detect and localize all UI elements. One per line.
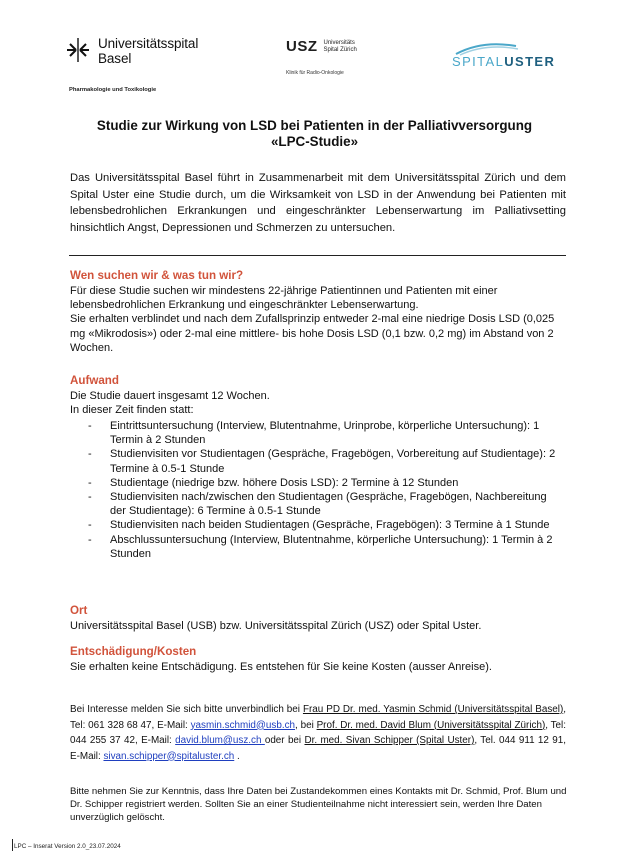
section-heading-effort: Aufwand — [70, 374, 119, 387]
usz-clinic: Klinik für Radio-Onkologie — [286, 70, 344, 76]
usb-logo — [66, 36, 198, 66]
section-heading-place: Ort — [70, 604, 88, 617]
list-item: - Eintrittsuntersuchung (Interview, Blutentnahme, Urinprobe, körperliche Untersuchung): 1 Termin à 2 Stunden — [88, 419, 558, 447]
usb-logo-text — [98, 36, 198, 66]
usz-logo-main: USZ — [286, 38, 318, 55]
contact-tel-schmid: , Tel: 061 328 68 47, E-Mail: — [70, 704, 566, 731]
contact-person-blum: Prof. Dr. med. David Blum (Universitätsspital Zürich) — [316, 719, 546, 731]
section-text-effort: Die Studie dauert insgesamt 12 Wochen. In dieser Zeit finden statt: — [70, 390, 270, 417]
divider — [69, 255, 566, 256]
contact-sep2: oder bei — [264, 735, 305, 746]
contact-person-schipper: Dr. med. Sivan Schipper (Spital Uster) — [304, 735, 475, 746]
page-title-line2: «LPC-Studie» — [270, 134, 359, 149]
email-link-schmid[interactable]: yasmin.schmid@usb.ch — [190, 719, 296, 731]
section-heading-who: Wen suchen wir & was tun wir? — [70, 269, 244, 282]
section-text-compensation: Sie erhalten keine Entschädigung. Es entstehen für Sie keine Kosten (ausser Anreise). — [70, 661, 492, 673]
usb-logo-line1: Universitätsspital — [98, 36, 199, 51]
list-item: - Abschlussuntersuchung (Interview, Blutentnahme, körperliche Untersuchung): 1 Termin à 2 Stunden — [88, 533, 558, 561]
contact-lead: Bei Interesse melden Sie sich bitte unverbindlich bei — [70, 704, 303, 715]
contact-tel-blum: , Tel: 044 255 37 42, E-Mail: — [70, 719, 566, 746]
usz-logo-sub1: Universitäts — [323, 39, 355, 46]
page-title-line1: Studie zur Wirkung von LSD bei Patienten in der Palliativversorgung — [96, 118, 533, 133]
spital-logo-part2: USTER — [504, 54, 556, 69]
section-text-who: Für diese Studie suchen wir mindestens 22-jährige Patientinnen und Patienten mit einer lebensbedrohlichen Erkrankung und eingeschränkter Lebenserwartung. Sie erhalten verblindet und nach dem Zufallsprinzip entweder 2-mal eine niedrige Dosis LSD (0,025 mg «Mikrodosis») oder 2-mal eine mittlere- bis hohe Dosis LSD (0,1 bzw. 0,2 mg) im Abstand von 2 Wochen. — [70, 285, 555, 354]
intro-paragraph: Das Universitätsspital Basel führt in Zusammenarbeit mit dem Universitätsspital Zürich und dem Spital Uster eine Studie durch, um die Wirksamkeit von LSD in der Anwendung bei Patienten mit lebensbedrohlichen Erkrankungen und eingeschränkter Lebenserwartung im Palliativsetting hinsichtlich Angst, Depressionen und Schmerzen zu untersuchen. — [70, 172, 566, 234]
usz-logo — [286, 38, 357, 55]
spital-logo-part1: SPITAL — [452, 54, 505, 69]
contact-tel-schipper: , Tel. 044 911 12 91, E-Mail: — [70, 735, 566, 762]
list-item: - Studientage (niedrige bzw. höhere Dosis LSD): 2 Termine à 12 Stunden — [88, 476, 558, 490]
usz-logo-sub — [324, 40, 357, 54]
contact-person-schmid: Frau PD Dr. med. Yasmin Schmid (Universitätsspital Basel) — [302, 704, 564, 715]
usz-logo-sub2: Spital Zürich — [323, 46, 357, 53]
email-link-blum[interactable]: david.blum@usz.ch — [175, 735, 265, 746]
email-link-schipper[interactable]: sivan.schipper@spitaluster.ch — [103, 750, 235, 762]
footer-marker — [12, 839, 13, 851]
list-item: - Studienvisiten vor Studientagen (Gespräche, Fragebögen, Vorbereitung auf Studientage): 2 Termine à 0.5-1 Stunde — [88, 447, 558, 475]
contact-sep1: , bei — [295, 719, 317, 731]
spital-uster-logo — [452, 40, 582, 74]
list-item: - Studienvisiten nach/zwischen den Studientagen (Gespräche, Fragebögen, Nachbereitung der Studientage): 6 Termine à 0.5-1 Stunde — [88, 490, 558, 518]
usb-logo-line2: Basel — [98, 51, 132, 66]
section-text-place: Universitätsspital Basel (USB) bzw. Universitätsspital Zürich (USZ) oder Spital Uster. — [70, 620, 482, 632]
list-item: - Studienvisiten nach beiden Studientagen (Gespräche, Fragebögen): 3 Termine à 1 Stunde — [88, 518, 558, 532]
effort-list — [88, 419, 558, 561]
usb-department: Pharmakologie und Toxikologie — [69, 87, 157, 93]
usb-logo-mark-icon — [66, 37, 92, 63]
contact-paragraph — [70, 702, 566, 764]
section-heading-compensation: Entschädigung/Kosten — [70, 645, 197, 658]
spital-uster-text — [452, 54, 555, 69]
privacy-note: Bitte nehmen Sie zur Kenntnis, dass Ihre Daten bei Zustandekommen eines Kontakts mit Dr. Schmid, Prof. Blum und Dr. Schipper registriert werden. Sollten Sie an einer Studienteilnahme nicht interessiert sein, werden Ihre Daten unverzüglich gelöscht. — [70, 786, 567, 823]
contact-end: . — [234, 750, 240, 762]
footer-version: LPC – Inserat Version 2.0_23.07.2024 — [14, 843, 121, 850]
